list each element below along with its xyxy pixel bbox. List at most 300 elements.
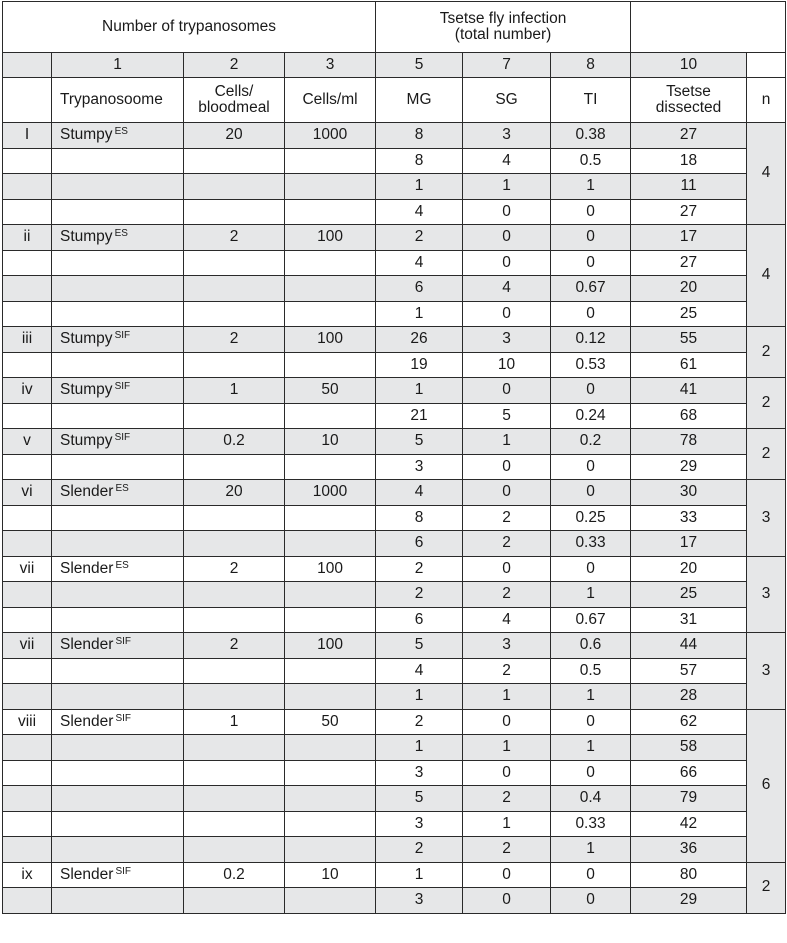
col-name-mg: MG bbox=[376, 78, 463, 123]
ti-value: 0.33 bbox=[551, 531, 631, 557]
mg-count: 5 bbox=[376, 786, 463, 812]
trypanosome-condition: ES bbox=[114, 228, 128, 240]
sg-count: 0 bbox=[463, 250, 551, 276]
table-row bbox=[3, 633, 786, 659]
ti-value: 0.6 bbox=[551, 633, 631, 659]
cells-per-ml bbox=[285, 531, 376, 557]
sg-count: 2 bbox=[463, 658, 551, 684]
cells-per-bloodmeal bbox=[184, 454, 285, 480]
cells-per-bloodmeal: 1 bbox=[184, 378, 285, 404]
tsetse-dissected: 80 bbox=[631, 862, 747, 888]
tsetse-dissected: 58 bbox=[631, 735, 747, 761]
trypanosome-condition: ES bbox=[115, 483, 129, 495]
mg-count: 8 bbox=[376, 148, 463, 174]
tsetse-dissected: 33 bbox=[631, 505, 747, 531]
col-name-ti: TI bbox=[551, 78, 631, 123]
cells-per-bloodmeal bbox=[184, 174, 285, 200]
experiment-id bbox=[3, 250, 52, 276]
infection-table bbox=[2, 1, 786, 914]
cells-per-bloodmeal bbox=[184, 505, 285, 531]
tsetse-dissected: 25 bbox=[631, 301, 747, 327]
table-row bbox=[3, 429, 786, 455]
sg-count: 4 bbox=[463, 148, 551, 174]
experiment-id bbox=[3, 301, 52, 327]
mg-count: 3 bbox=[376, 760, 463, 786]
trypanosome-type bbox=[52, 760, 184, 786]
cells-per-ml bbox=[285, 301, 376, 327]
experiment-id bbox=[3, 174, 52, 200]
sg-count: 1 bbox=[463, 684, 551, 710]
experiment-id bbox=[3, 888, 52, 914]
sg-count: 1 bbox=[463, 735, 551, 761]
table-row bbox=[3, 327, 786, 353]
mg-count: 19 bbox=[376, 352, 463, 378]
trypanosome-condition: ES bbox=[115, 559, 129, 571]
trypanosome-type bbox=[52, 454, 184, 480]
trypanosome-type bbox=[52, 301, 184, 327]
replicate-count: 3 bbox=[747, 633, 786, 710]
cells-per-bloodmeal bbox=[184, 607, 285, 633]
trypanosome-type bbox=[52, 352, 184, 378]
experiment-id bbox=[3, 811, 52, 837]
cells-per-ml: 10 bbox=[285, 429, 376, 455]
cells-per-bloodmeal bbox=[184, 684, 285, 710]
tsetse-dissected: 25 bbox=[631, 582, 747, 608]
sg-count: 4 bbox=[463, 276, 551, 302]
trypanosome-type bbox=[52, 480, 184, 506]
cells-per-ml bbox=[285, 786, 376, 812]
ti-value: 0.4 bbox=[551, 786, 631, 812]
mg-count: 4 bbox=[376, 658, 463, 684]
mg-count: 1 bbox=[376, 301, 463, 327]
cells-per-bloodmeal: 1 bbox=[184, 709, 285, 735]
mg-count: 4 bbox=[376, 250, 463, 276]
experiment-id: iv bbox=[3, 378, 52, 404]
experiment-id bbox=[3, 735, 52, 761]
group-header-trypanosomes: Number of trypanosomes bbox=[3, 2, 376, 53]
table-row bbox=[3, 760, 786, 786]
replicate-count: 6 bbox=[747, 709, 786, 862]
tsetse-dissected: 27 bbox=[631, 123, 747, 149]
trypanosome-type-label: Slender bbox=[60, 483, 114, 501]
sg-count: 0 bbox=[463, 225, 551, 251]
tsetse-dissected: 27 bbox=[631, 250, 747, 276]
cells-per-bloodmeal bbox=[184, 582, 285, 608]
trypanosome-condition: SIF bbox=[115, 712, 131, 724]
cells-per-bloodmeal bbox=[184, 837, 285, 863]
trypanosome-condition: ES bbox=[114, 126, 128, 138]
trypanosome-type bbox=[52, 123, 184, 149]
cells-per-ml bbox=[285, 505, 376, 531]
trypanosome-type bbox=[52, 199, 184, 225]
tsetse-dissected: 61 bbox=[631, 352, 747, 378]
sg-count: 0 bbox=[463, 760, 551, 786]
trypanosome-type-label: Slender bbox=[60, 712, 114, 730]
sg-count: 0 bbox=[463, 888, 551, 914]
table-row bbox=[3, 148, 786, 174]
trypanosome-condition: SIF bbox=[115, 636, 131, 648]
cells-per-ml bbox=[285, 276, 376, 302]
cells-per-ml bbox=[285, 760, 376, 786]
ti-value: 0 bbox=[551, 862, 631, 888]
sg-count: 2 bbox=[463, 582, 551, 608]
table-row bbox=[3, 582, 786, 608]
ti-value: 0 bbox=[551, 709, 631, 735]
trypanosome-type bbox=[52, 250, 184, 276]
mg-count: 3 bbox=[376, 888, 463, 914]
table-row bbox=[3, 531, 786, 557]
cells-per-bloodmeal bbox=[184, 250, 285, 276]
mg-count: 1 bbox=[376, 735, 463, 761]
sg-count: 2 bbox=[463, 837, 551, 863]
sg-count: 0 bbox=[463, 301, 551, 327]
cells-per-bloodmeal: 2 bbox=[184, 225, 285, 251]
experiment-id bbox=[3, 148, 52, 174]
trypanosome-type bbox=[52, 531, 184, 557]
ti-value: 0 bbox=[551, 760, 631, 786]
ti-value: 0 bbox=[551, 454, 631, 480]
cells-per-ml bbox=[285, 888, 376, 914]
sg-count: 0 bbox=[463, 556, 551, 582]
experiment-id bbox=[3, 684, 52, 710]
mg-count: 6 bbox=[376, 607, 463, 633]
sg-count: 2 bbox=[463, 505, 551, 531]
experiment-id: ix bbox=[3, 862, 52, 888]
cells-per-ml: 1000 bbox=[285, 123, 376, 149]
trypanosome-condition: SIF bbox=[114, 330, 131, 342]
cells-per-ml bbox=[285, 199, 376, 225]
group-header-row bbox=[3, 2, 786, 53]
experiment-id bbox=[3, 658, 52, 684]
cells-per-ml: 100 bbox=[285, 556, 376, 582]
mg-count: 2 bbox=[376, 837, 463, 863]
mg-count: 6 bbox=[376, 531, 463, 557]
replicate-count: 2 bbox=[747, 862, 786, 913]
sg-count: 0 bbox=[463, 480, 551, 506]
cells-per-ml bbox=[285, 735, 376, 761]
trypanosome-type bbox=[52, 225, 184, 251]
cells-per-bloodmeal bbox=[184, 199, 285, 225]
experiment-id bbox=[3, 531, 52, 557]
mg-count: 1 bbox=[376, 684, 463, 710]
trypanosome-type bbox=[52, 709, 184, 735]
col-name-bloodmeal: Cells/ bloodmeal bbox=[184, 78, 285, 123]
cells-per-bloodmeal bbox=[184, 352, 285, 378]
cells-per-ml bbox=[285, 837, 376, 863]
replicate-count: 3 bbox=[747, 480, 786, 557]
tsetse-dissected: 11 bbox=[631, 174, 747, 200]
table-row bbox=[3, 607, 786, 633]
tsetse-dissected: 20 bbox=[631, 556, 747, 582]
group-header-tsetse: Tsetse fly infection (total number) bbox=[376, 2, 631, 53]
mg-count: 3 bbox=[376, 811, 463, 837]
ti-value: 1 bbox=[551, 174, 631, 200]
trypanosome-type bbox=[52, 786, 184, 812]
trypanosome-type bbox=[52, 633, 184, 659]
table-row bbox=[3, 505, 786, 531]
ti-value: 0.38 bbox=[551, 123, 631, 149]
experiment-id bbox=[3, 352, 52, 378]
cells-per-bloodmeal bbox=[184, 760, 285, 786]
trypanosome-type-label: Stumpy bbox=[60, 330, 113, 348]
tsetse-dissected: 55 bbox=[631, 327, 747, 353]
ti-value: 0.33 bbox=[551, 811, 631, 837]
cells-per-ml: 50 bbox=[285, 378, 376, 404]
col-number: 5 bbox=[376, 53, 463, 78]
tsetse-dissected: 18 bbox=[631, 148, 747, 174]
ti-value: 1 bbox=[551, 735, 631, 761]
ti-value: 1 bbox=[551, 582, 631, 608]
tsetse-dissected: 17 bbox=[631, 531, 747, 557]
replicate-count: 4 bbox=[747, 225, 786, 327]
sg-count: 0 bbox=[463, 199, 551, 225]
replicate-count: 2 bbox=[747, 327, 786, 378]
cells-per-bloodmeal: 0.2 bbox=[184, 862, 285, 888]
cells-per-bloodmeal: 2 bbox=[184, 327, 285, 353]
experiment-id: vii bbox=[3, 633, 52, 659]
experiment-id: v bbox=[3, 429, 52, 455]
sg-count: 4 bbox=[463, 607, 551, 633]
tsetse-dissected: 62 bbox=[631, 709, 747, 735]
cells-per-ml bbox=[285, 403, 376, 429]
table-row bbox=[3, 403, 786, 429]
cells-per-bloodmeal bbox=[184, 148, 285, 174]
trypanosome-type bbox=[52, 582, 184, 608]
sg-count: 5 bbox=[463, 403, 551, 429]
experiment-id bbox=[3, 607, 52, 633]
trypanosome-type bbox=[52, 811, 184, 837]
cells-per-ml bbox=[285, 582, 376, 608]
trypanosome-type bbox=[52, 658, 184, 684]
trypanosome-condition: SIF bbox=[114, 432, 131, 444]
table-row bbox=[3, 199, 786, 225]
col-name-sg: SG bbox=[463, 78, 551, 123]
replicate-count: 3 bbox=[747, 556, 786, 633]
experiment-id: vii bbox=[3, 556, 52, 582]
tsetse-dissected: 30 bbox=[631, 480, 747, 506]
col-number: 10 bbox=[631, 53, 747, 78]
ti-value: 0 bbox=[551, 480, 631, 506]
trypanosome-type-label: Stumpy bbox=[60, 228, 113, 246]
trypanosome-type-label: Slender bbox=[60, 559, 114, 577]
trypanosome-type bbox=[52, 735, 184, 761]
table-row bbox=[3, 225, 786, 251]
table-row bbox=[3, 658, 786, 684]
cells-per-ml bbox=[285, 174, 376, 200]
col-name bbox=[3, 78, 52, 123]
ti-value: 1 bbox=[551, 684, 631, 710]
sg-count: 10 bbox=[463, 352, 551, 378]
cells-per-ml bbox=[285, 352, 376, 378]
table-row bbox=[3, 352, 786, 378]
tsetse-dissected: 29 bbox=[631, 454, 747, 480]
cells-per-ml bbox=[285, 454, 376, 480]
tsetse-dissected: 42 bbox=[631, 811, 747, 837]
experiment-id: iii bbox=[3, 327, 52, 353]
cells-per-ml bbox=[285, 811, 376, 837]
mg-count: 2 bbox=[376, 556, 463, 582]
experiment-id: I bbox=[3, 123, 52, 149]
trypanosome-type bbox=[52, 837, 184, 863]
ti-value: 0 bbox=[551, 199, 631, 225]
experiment-id bbox=[3, 199, 52, 225]
table-row bbox=[3, 454, 786, 480]
mg-count: 1 bbox=[376, 862, 463, 888]
tsetse-dissected: 28 bbox=[631, 684, 747, 710]
ti-value: 0.12 bbox=[551, 327, 631, 353]
table-row bbox=[3, 174, 786, 200]
cells-per-ml bbox=[285, 607, 376, 633]
cells-per-ml: 50 bbox=[285, 709, 376, 735]
trypanosome-type-label: Stumpy bbox=[60, 381, 113, 399]
ti-value: 0 bbox=[551, 556, 631, 582]
ti-value: 0.2 bbox=[551, 429, 631, 455]
experiment-id bbox=[3, 505, 52, 531]
trypanosome-type bbox=[52, 403, 184, 429]
col-number: 3 bbox=[285, 53, 376, 78]
cells-per-bloodmeal bbox=[184, 658, 285, 684]
sg-count: 2 bbox=[463, 786, 551, 812]
table-row bbox=[3, 556, 786, 582]
trypanosome-type bbox=[52, 327, 184, 353]
tsetse-dissected: 29 bbox=[631, 888, 747, 914]
cells-per-bloodmeal bbox=[184, 735, 285, 761]
mg-count: 5 bbox=[376, 429, 463, 455]
tsetse-dissected: 31 bbox=[631, 607, 747, 633]
cells-per-ml bbox=[285, 658, 376, 684]
ti-value: 0 bbox=[551, 225, 631, 251]
trypanosome-condition: SIF bbox=[114, 381, 131, 393]
trypanosome-condition: SIF bbox=[115, 865, 131, 877]
sg-count: 0 bbox=[463, 454, 551, 480]
cells-per-ml bbox=[285, 684, 376, 710]
table-row bbox=[3, 480, 786, 506]
mg-count: 4 bbox=[376, 480, 463, 506]
trypanosome-type-label: Slender bbox=[60, 865, 114, 883]
col-number bbox=[747, 53, 786, 78]
tsetse-dissected: 66 bbox=[631, 760, 747, 786]
sg-count: 3 bbox=[463, 327, 551, 353]
trypanosome-type-label: Slender bbox=[60, 636, 114, 654]
table-row bbox=[3, 786, 786, 812]
replicate-count: 2 bbox=[747, 378, 786, 429]
ti-value: 0.67 bbox=[551, 276, 631, 302]
experiment-id: ii bbox=[3, 225, 52, 251]
column-number-row bbox=[3, 53, 786, 78]
mg-count: 8 bbox=[376, 505, 463, 531]
mg-count: 1 bbox=[376, 174, 463, 200]
mg-count: 26 bbox=[376, 327, 463, 353]
ti-value: 0 bbox=[551, 250, 631, 276]
mg-count: 2 bbox=[376, 709, 463, 735]
replicate-count: 2 bbox=[747, 429, 786, 480]
trypanosome-type bbox=[52, 148, 184, 174]
cells-per-bloodmeal bbox=[184, 301, 285, 327]
col-name-n: n bbox=[747, 78, 786, 123]
tsetse-dissected: 78 bbox=[631, 429, 747, 455]
trypanosome-type bbox=[52, 174, 184, 200]
cells-per-bloodmeal: 2 bbox=[184, 556, 285, 582]
cells-per-bloodmeal bbox=[184, 888, 285, 914]
mg-count: 1 bbox=[376, 378, 463, 404]
replicate-count: 4 bbox=[747, 123, 786, 225]
table-row bbox=[3, 378, 786, 404]
table-row bbox=[3, 735, 786, 761]
experiment-id bbox=[3, 837, 52, 863]
experiment-id bbox=[3, 454, 52, 480]
mg-count: 21 bbox=[376, 403, 463, 429]
sg-count: 0 bbox=[463, 862, 551, 888]
experiment-id bbox=[3, 403, 52, 429]
sg-count: 1 bbox=[463, 174, 551, 200]
col-name-dissected: Tsetse dissected bbox=[631, 78, 747, 123]
col-number: 7 bbox=[463, 53, 551, 78]
trypanosome-type bbox=[52, 429, 184, 455]
table-row bbox=[3, 684, 786, 710]
experiment-id bbox=[3, 276, 52, 302]
cells-per-ml: 1000 bbox=[285, 480, 376, 506]
trypanosome-type bbox=[52, 276, 184, 302]
ti-value: 0 bbox=[551, 378, 631, 404]
cells-per-bloodmeal: 20 bbox=[184, 123, 285, 149]
tsetse-dissected: 20 bbox=[631, 276, 747, 302]
cells-per-bloodmeal: 2 bbox=[184, 633, 285, 659]
cells-per-bloodmeal bbox=[184, 786, 285, 812]
mg-count: 3 bbox=[376, 454, 463, 480]
trypanosome-type-label: Stumpy bbox=[60, 432, 113, 450]
col-number bbox=[3, 53, 52, 78]
table-row bbox=[3, 811, 786, 837]
cells-per-bloodmeal bbox=[184, 811, 285, 837]
table-row bbox=[3, 123, 786, 149]
ti-value: 0.5 bbox=[551, 658, 631, 684]
cells-per-ml: 10 bbox=[285, 862, 376, 888]
mg-count: 2 bbox=[376, 225, 463, 251]
cells-per-ml bbox=[285, 250, 376, 276]
column-name-row bbox=[3, 78, 786, 123]
tsetse-dissected: 68 bbox=[631, 403, 747, 429]
sg-count: 3 bbox=[463, 633, 551, 659]
col-name-cells-ml: Cells/ml bbox=[285, 78, 376, 123]
ti-value: 0.67 bbox=[551, 607, 631, 633]
cells-per-bloodmeal: 20 bbox=[184, 480, 285, 506]
ti-value: 0.5 bbox=[551, 148, 631, 174]
tsetse-dissected: 57 bbox=[631, 658, 747, 684]
experiment-id bbox=[3, 786, 52, 812]
tsetse-dissected: 79 bbox=[631, 786, 747, 812]
trypanosome-type bbox=[52, 684, 184, 710]
trypanosome-type bbox=[52, 378, 184, 404]
cells-per-ml: 100 bbox=[285, 633, 376, 659]
sg-count: 1 bbox=[463, 811, 551, 837]
ti-value: 0.53 bbox=[551, 352, 631, 378]
table-row bbox=[3, 250, 786, 276]
trypanosome-type bbox=[52, 888, 184, 914]
col-number: 2 bbox=[184, 53, 285, 78]
sg-count: 0 bbox=[463, 709, 551, 735]
cells-per-ml bbox=[285, 148, 376, 174]
col-number: 1 bbox=[52, 53, 184, 78]
tsetse-dissected: 17 bbox=[631, 225, 747, 251]
table-row bbox=[3, 837, 786, 863]
sg-count: 0 bbox=[463, 378, 551, 404]
trypanosome-type bbox=[52, 862, 184, 888]
cells-per-bloodmeal bbox=[184, 276, 285, 302]
experiment-id bbox=[3, 582, 52, 608]
experiment-id: vi bbox=[3, 480, 52, 506]
mg-count: 5 bbox=[376, 633, 463, 659]
table-row bbox=[3, 888, 786, 914]
